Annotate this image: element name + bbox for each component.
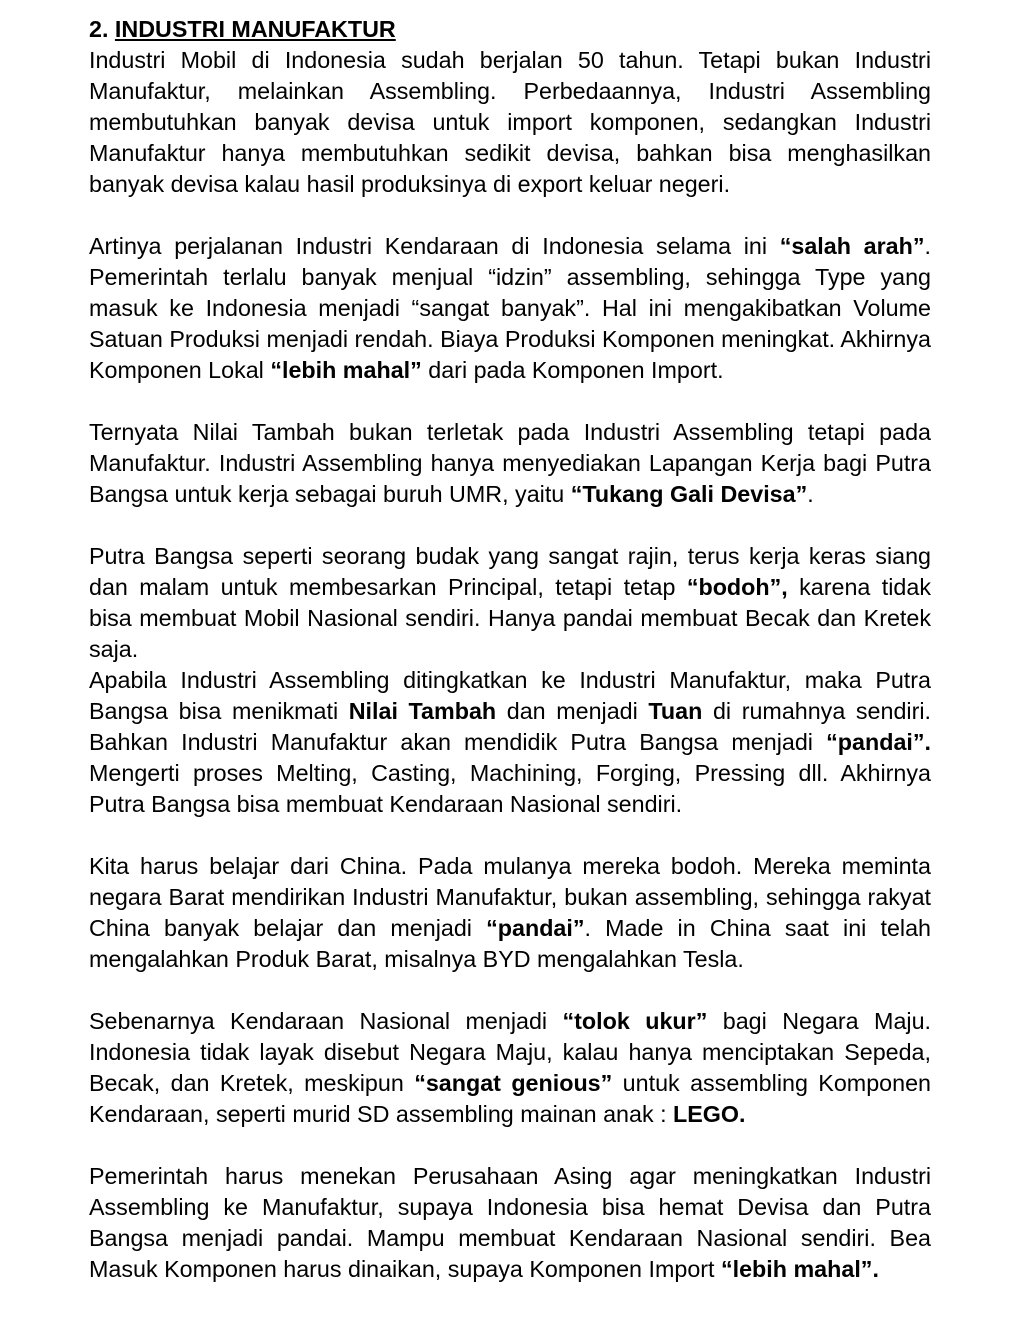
text-run: Pemerintah harus menekan Perusahaan Asing agar meningkatkan Industri Assembling ke Manufaktur, supaya Indonesia bisa hemat Devisa dan Putra Bangsa menjadi pandai. Mampu membuat Kendaraan Nasional sendiri. Bea Masuk Komponen harus dinaikan, supaya Komponen Import: [89, 1163, 931, 1282]
emphasis-text: Tuan: [648, 698, 703, 724]
paragraph-1: [89, 45, 931, 200]
paragraph-3: [89, 417, 931, 510]
text-run: dan menjadi: [496, 698, 649, 724]
text-run: Sebenarnya Kendaraan Nasional menjadi: [89, 1008, 563, 1034]
paragraph-4: [89, 541, 931, 665]
section-heading: [89, 14, 931, 45]
text-run: karena tidak bisa membuat Mobil Nasional sendiri. Hanya pandai membuat Becak dan Kretek saja.: [89, 574, 931, 662]
section-title: INDUSTRI MANUFAKTUR: [114, 16, 396, 42]
text-run: untuk assembling Komponen Kendaraan, seperti murid SD assembling mainan anak :: [89, 1070, 931, 1127]
text-run: Industri Mobil di Indonesia sudah berjalan 50 tahun. Tetapi bukan Industri Manufaktur, melainkan Assembling. Perbedaannya, Industri Assembling membutuhkan banyak devisa untuk import komponen, sedangkan Industri Manufaktur hanya membutuhkan sedikit devisa, bahkan bisa menghasilkan banyak devisa kalau hasil produksinya di export keluar negeri.: [89, 47, 931, 197]
text-run: Kita harus belajar dari China. Pada mulanya mereka bodoh. Mereka meminta negara Barat mendirikan Industri Manufaktur, bukan assembling, sehingga rakyat China banyak belajar dan menjadi: [89, 853, 931, 941]
paragraph-5: [89, 665, 931, 820]
emphasis-text: “pandai”.: [826, 729, 931, 755]
text-run: .: [807, 481, 814, 507]
text-run: . Made in China saat ini telah mengalahkan Produk Barat, misalnya BYD mengalahkan Tesla.: [89, 915, 931, 972]
emphasis-text: “bodoh”,: [686, 574, 788, 600]
document-page: [89, 14, 931, 1285]
paragraph-8: [89, 1161, 931, 1285]
section-number: 2.: [89, 16, 109, 42]
text-run: di rumahnya sendiri. Bahkan Industri Manufaktur akan mendidik Putra Bangsa menjadi: [89, 698, 931, 755]
paragraph-2: [89, 231, 931, 386]
emphasis-text: “Tukang Gali Devisa”: [570, 481, 808, 507]
emphasis-text: “salah arah”: [779, 233, 925, 259]
emphasis-text: “sangat genious”: [414, 1070, 613, 1096]
paragraph-6: [89, 851, 931, 975]
emphasis-text: “lebih mahal”.: [720, 1256, 879, 1282]
text-run: Mengerti proses Melting, Casting, Machining, Forging, Pressing dll. Akhirnya Putra Bangsa bisa membuat Kendaraan Nasional sendiri.: [89, 760, 931, 817]
emphasis-text: LEGO.: [673, 1101, 746, 1127]
paragraph-7: [89, 1006, 931, 1130]
emphasis-text: Nilai Tambah: [348, 698, 497, 724]
text-run: Artinya perjalanan Industri Kendaraan di Indonesia selama ini: [89, 233, 780, 259]
emphasis-text: “pandai”: [486, 915, 585, 941]
emphasis-text: “tolok ukur”: [562, 1008, 708, 1034]
text-run: Putra Bangsa seperti seorang budak yang sangat rajin, terus kerja keras siang dan malam untuk membesarkan Principal, tetapi tetap: [89, 543, 931, 600]
text-run: Apabila Industri Assembling ditingkatkan ke Industri Manufaktur, maka Putra Bangsa bisa menikmati: [89, 667, 931, 724]
text-run: Ternyata Nilai Tambah bukan terletak pada Industri Assembling tetapi pada Manufaktur. Industri Assembling hanya menyediakan Lapangan Kerja bagi Putra Bangsa untuk kerja sebagai buruh UMR, yaitu: [89, 419, 931, 507]
text-run: bagi Negara Maju. Indonesia tidak layak disebut Negara Maju, kalau hanya menciptakan Sepeda, Becak, dan Kretek, meskipun: [89, 1008, 932, 1096]
text-run: dari pada Komponen Import.: [421, 357, 724, 383]
emphasis-text: “lebih mahal”: [270, 357, 422, 383]
text-run: . Pemerintah terlalu banyak menjual “idzin” assembling, sehingga Type yang masuk ke Indonesia menjadi “sangat banyak”. Hal ini mengakibatkan Volume Satuan Produksi menjadi rendah. Biaya Produksi Komponen meningkat. Akhirnya Komponen Lokal: [89, 233, 931, 383]
